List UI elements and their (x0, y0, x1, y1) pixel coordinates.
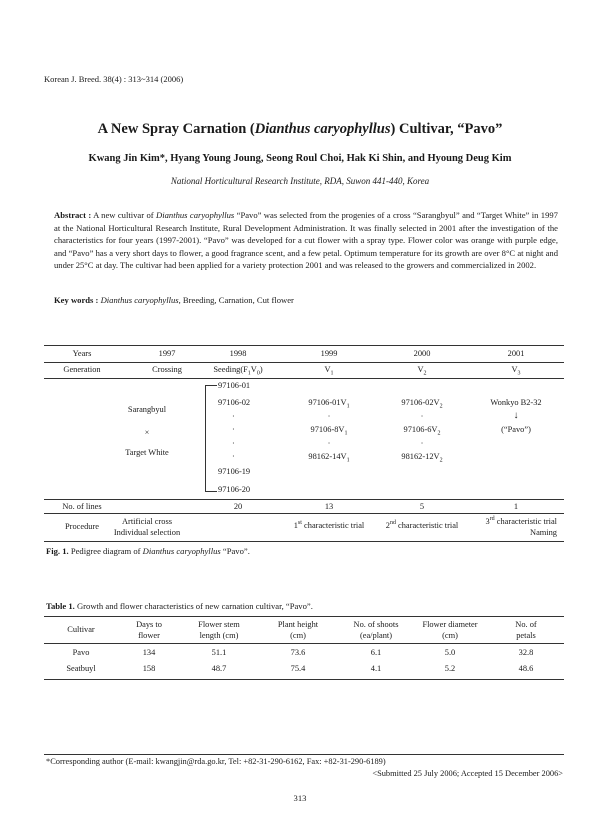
line-wonkyo-b2-32: Wonkyo B2-32 (490, 398, 542, 407)
table-cell: 48.7 (211, 664, 227, 673)
generation-2000: $V_2$ (417, 365, 427, 377)
table-cell: 73.6 (290, 648, 306, 657)
ellipsis-dot: · (420, 439, 424, 448)
line-98162-12v2: $98162-12V_2$ (401, 452, 443, 464)
table-cell: 51.1 (211, 648, 227, 657)
col-header-petals: No. of petals (515, 620, 537, 640)
abstract-label: Abstract : (54, 210, 92, 220)
journal-reference: Korean J. Breed. 38(4) : 313~314 (2006) (44, 74, 184, 84)
table-cell: 75.4 (290, 664, 306, 673)
col-header-diameter: Flower diameter (cm) (422, 620, 478, 640)
year-1999: 1999 (320, 349, 338, 358)
procedure-2000: 2nd characteristic trial (385, 520, 459, 530)
ellipsis-dot: · (327, 439, 331, 448)
col-header-height: Plant height (cm) (277, 620, 319, 640)
lines-label: No. of lines (62, 502, 102, 511)
table-cell: 4.1 (370, 664, 382, 673)
table-cell: 158 (142, 664, 156, 673)
procedure-1997: Artificial cross Individual selection (113, 517, 181, 537)
year-2001: 2001 (507, 349, 525, 358)
line-97106-20: 97106-20 (218, 485, 251, 494)
lines-2001: 1 (513, 502, 519, 511)
ellipsis-dot: · (420, 412, 424, 421)
generation-label: Generation (63, 365, 101, 374)
cross-symbol: × (144, 428, 150, 437)
table-caption: Table 1. Growth and flower characteristics of new carnation cultivar, “Pavo”. (46, 601, 313, 611)
line-97106-01v1: $97106-01V_1$ (308, 398, 350, 410)
table-cell: 48.6 (518, 664, 534, 673)
affiliation: National Horticultural Research Institute, RDA, Suwon 441-440, Korea (170, 176, 430, 186)
year-2000: 2000 (413, 349, 431, 358)
article-title: A New Spray Carnation (Dianthus caryophyllus) Cultivar, “Pavo” (97, 121, 503, 137)
arrow-down-icon: ↓ (513, 410, 519, 421)
generation-1997: Crossing (152, 365, 182, 374)
lines-2000: 5 (419, 502, 425, 511)
col-header-days: Days to flower (136, 620, 162, 640)
table-cell: Seatbuyl (66, 664, 96, 673)
abstract: Abstract : A new cultivar of Dianthus caryophyllus “Pavo” was selected from the progenies of a cross “Sarangbyul” and “Target White” in 1997 at the National Horticultural Research Institute, Rural Development Administration. It was finally selected in 2001 after the investigation of the characteristics for four years (1997-2001). “Pavo” was developed for a cut flower with a spray type. Flower color was orange with purple edge, and “Pavo” has a very short days to flower, a good fragrance scent, and a few petal. Optimum temperature for its growth are over 8°C at night and under 25°C at day. The cultivar had been applied for a variety protection 2001 and was released to the growers and commercialized in 2002. (54, 210, 558, 271)
procedure-1999: 1st characteristic trial (293, 520, 365, 530)
generation-1998: $Seeding(F_1V_0)$ (213, 365, 263, 377)
year-1997: 1997 (158, 349, 176, 358)
line-98162-14v1: $98162-14V_1$ (308, 452, 350, 464)
author-list: Kwang Jin Kim*, Hyang Young Joung, Seong Roul Choi, Hak Ki Shin, and Hyoung Deug Kim (88, 153, 512, 164)
table-cell: 134 (142, 648, 156, 657)
parent-sarangbyul: Sarangbyul (127, 405, 167, 414)
line-97106-02v2: $97106-02V_2$ (401, 398, 443, 410)
table-cell: 5.2 (444, 664, 456, 673)
ellipsis-dot: · (232, 452, 235, 461)
pavo-label: (“Pavo”) (501, 425, 531, 434)
ellipsis-dot: · (232, 425, 235, 434)
submission-dates: <Submitted 25 July 2006; Accepted 15 December 2006> (372, 769, 563, 778)
col-header-stem: Flower stem length (cm) (198, 620, 240, 640)
figure-caption: Fig. 1. Pedigree diagram of Dianthus caryophyllus “Pavo”. (46, 546, 250, 556)
line-97106-6v2: $97106-6V_2$ (403, 425, 441, 437)
table-cell: Pavo (72, 648, 90, 657)
year-1998: 1998 (229, 349, 247, 358)
footnote-divider (44, 754, 564, 755)
parent-target-white: Target White (125, 448, 169, 457)
line-97106-19: 97106-19 (218, 467, 251, 476)
table-cell: 6.1 (370, 648, 382, 657)
col-header-cultivar: Cultivar (67, 625, 95, 634)
ellipsis-dot: · (327, 412, 331, 421)
keywords: Key words : Dianthus caryophyllus, Breeding, Carnation, Cut flower (54, 295, 294, 305)
col-header-shoots: No. of shoots (ea/plant) (353, 620, 399, 640)
line-97106-01: 97106-01 (218, 381, 251, 390)
procedure-label: Procedure (65, 522, 99, 531)
years-label: Years (72, 349, 92, 358)
line-97106-02: 97106-02 (218, 398, 251, 407)
procedure-2001: 3rd characteristic trial Naming (485, 516, 557, 537)
table-cell: 32.8 (518, 648, 534, 657)
lines-1999: 13 (324, 502, 334, 511)
ellipsis-dot: · (232, 412, 235, 421)
ellipsis-dot: · (232, 439, 235, 448)
corresponding-author: *Corresponding author (E-mail: kwangjin@rda.go.kr, Tel: +82-31-290-6162, Fax: +82-31-290-6189) (46, 757, 386, 766)
generation-1999: $V_1$ (324, 365, 334, 377)
generation-2001: $V_3$ (511, 365, 521, 377)
line-97106-8v1: $97106-8V_1$ (310, 425, 348, 437)
page-number: 313 (293, 793, 307, 803)
table-cell: 5.0 (444, 648, 456, 657)
lines-1998: 20 (233, 502, 243, 511)
